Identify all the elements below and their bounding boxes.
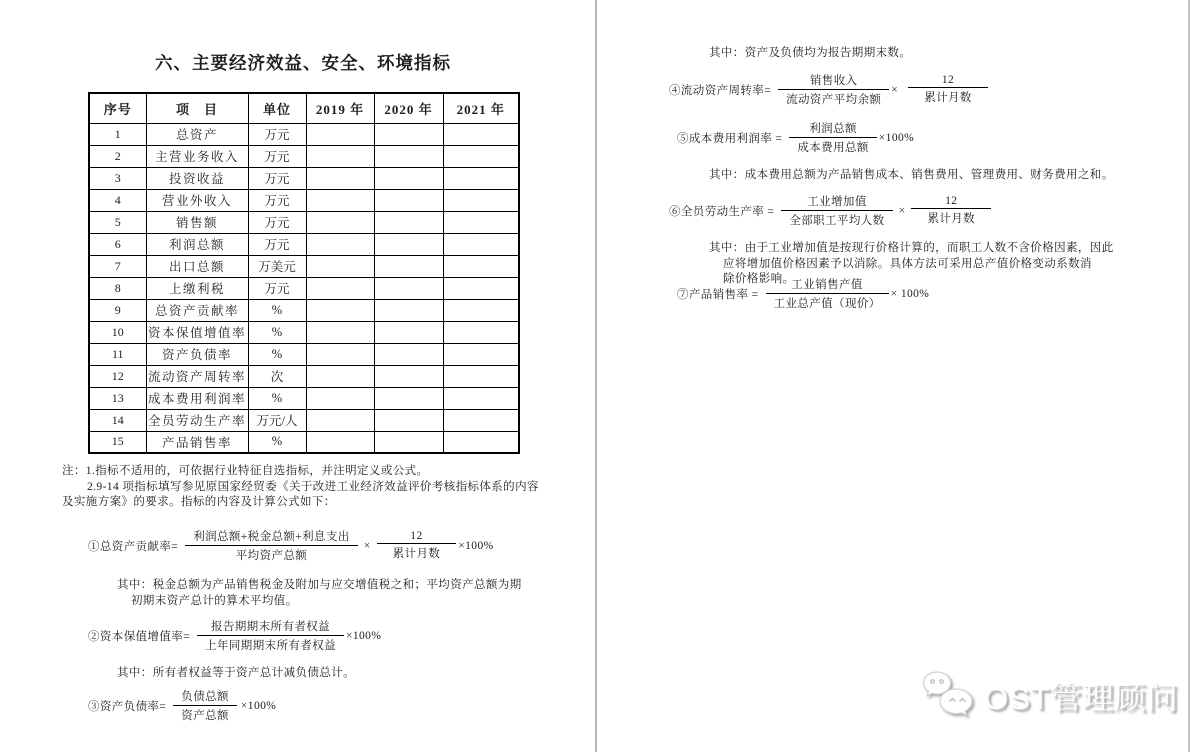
formula-label: ⑤成本费用利润率 = xyxy=(677,132,783,145)
cell-2021 xyxy=(443,365,519,387)
denominator: 上年同期期末所有者权益 xyxy=(205,640,336,652)
formula-label: ④流动资产周转率= xyxy=(669,84,772,97)
row-item: 资产负债率 xyxy=(146,343,248,365)
cost-expense-note xyxy=(709,168,1114,184)
header-serial: 序号 xyxy=(89,93,146,123)
row-no: 5 xyxy=(89,211,146,233)
cell-2020 xyxy=(374,211,443,233)
row-no: 3 xyxy=(89,167,146,189)
cell-2020 xyxy=(374,321,443,343)
numerator: 工业销售产值 xyxy=(791,279,863,291)
multiply-operator: × xyxy=(363,539,371,552)
table-row xyxy=(89,387,519,409)
numerator: 利润总额+税金总额+利息支出 xyxy=(193,531,350,543)
row-unit: 万元 xyxy=(248,145,306,167)
fraction xyxy=(197,617,344,654)
row-item: 资本保值增值率 xyxy=(146,321,248,343)
cell-2020 xyxy=(374,299,443,321)
note-line: 其中：所有者权益等于资产总计减负债总计。 xyxy=(117,667,355,679)
row-item: 利润总额 xyxy=(146,233,248,255)
header-2021: 2021 年 xyxy=(443,93,519,123)
formula-suffix: ×100% xyxy=(878,131,915,144)
cell-2019 xyxy=(306,431,374,453)
row-unit: % xyxy=(248,431,306,453)
cell-2019 xyxy=(306,299,374,321)
cell-2021 xyxy=(443,233,519,255)
cell-2021 xyxy=(443,387,519,409)
cell-2019 xyxy=(306,365,374,387)
multiply-operator: × xyxy=(898,204,906,217)
numerator: 12 xyxy=(410,530,423,542)
cell-2020 xyxy=(374,123,443,145)
row-no: 9 xyxy=(89,299,146,321)
row-unit: 万元 xyxy=(248,167,306,189)
row-unit: % xyxy=(248,299,306,321)
note-line: 其中：由于工业增加值是按现行价格计算的，而职工人数不含价格因素，因此 xyxy=(709,242,1114,254)
formula-asset-liability-ratio xyxy=(88,687,276,724)
cell-2021 xyxy=(443,343,519,365)
fraction xyxy=(911,194,991,227)
row-item: 主营业务收入 xyxy=(146,145,248,167)
formula-suffix: ×100% xyxy=(240,699,277,712)
row-no: 14 xyxy=(89,409,146,431)
cell-2021 xyxy=(443,255,519,277)
row-no: 6 xyxy=(89,233,146,255)
watermark xyxy=(921,670,1179,720)
formula-label: ⑥全员劳动生产率 = xyxy=(669,205,775,218)
page-divider xyxy=(595,0,597,752)
formula-label: ③资产负债率= xyxy=(88,700,167,713)
denominator: 累计月数 xyxy=(927,213,976,225)
numerator: 12 xyxy=(941,74,955,86)
numerator: 利润总额 xyxy=(809,123,857,135)
formula-current-asset-turnover xyxy=(669,71,990,108)
row-item: 全员劳动生产率 xyxy=(146,409,248,431)
row-unit: 万元 xyxy=(248,189,306,211)
row-unit: % xyxy=(248,343,306,365)
row-no: 13 xyxy=(89,387,146,409)
cell-2019 xyxy=(306,167,374,189)
cell-2020 xyxy=(374,189,443,211)
row-unit: % xyxy=(248,387,306,409)
row-unit: 万元 xyxy=(248,123,306,145)
note-line: 除价格影响。 xyxy=(723,273,795,285)
row-item: 流动资产周转率 xyxy=(146,365,248,387)
fraction xyxy=(778,71,889,108)
formula2-note xyxy=(117,666,355,682)
table-row xyxy=(89,277,519,299)
footnote-line: 及实施方案》的要求。指标的内容及计算公式如下： xyxy=(62,496,336,508)
note-line: 其中：资产及负债均为报告期期末数。 xyxy=(709,47,912,59)
row-no: 4 xyxy=(89,189,146,211)
table-row xyxy=(89,189,519,211)
cell-2019 xyxy=(306,343,374,365)
cell-2019 xyxy=(306,211,374,233)
fraction xyxy=(173,687,237,724)
header-unit: 单位 xyxy=(248,93,306,123)
cell-2021 xyxy=(443,321,519,343)
cell-2019 xyxy=(306,321,374,343)
row-unit: 万元 xyxy=(248,211,306,233)
page-right-edge xyxy=(1188,0,1190,752)
formula-suffix: ×100% xyxy=(458,539,494,552)
table-row xyxy=(89,343,519,365)
cell-2021 xyxy=(443,299,519,321)
row-unit: 万元 xyxy=(248,233,306,255)
table-footnotes xyxy=(62,464,539,511)
row-item: 销售额 xyxy=(146,211,248,233)
row-no: 2 xyxy=(89,145,146,167)
cell-2021 xyxy=(443,431,519,453)
formula-label: ①总资产贡献率= xyxy=(88,540,179,553)
table-row xyxy=(89,409,519,431)
table-row xyxy=(89,255,519,277)
cell-2021 xyxy=(443,211,519,233)
cell-2020 xyxy=(374,167,443,189)
cell-2020 xyxy=(374,409,443,431)
row-item: 成本费用利润率 xyxy=(146,387,248,409)
header-2020: 2020 年 xyxy=(374,93,443,123)
cell-2020 xyxy=(374,343,443,365)
formula-labor-productivity xyxy=(669,192,993,229)
table-row xyxy=(89,145,519,167)
table-row xyxy=(89,299,519,321)
row-no: 15 xyxy=(89,431,146,453)
cell-2021 xyxy=(443,167,519,189)
row-unit: 次 xyxy=(248,365,306,387)
formula-total-asset-contribution-rate xyxy=(88,527,494,564)
denominator: 成本费用总额 xyxy=(797,142,869,154)
footnote-line: 注：1.指标不适用的，可依据行业特征自选指标，并注明定义或公式。 xyxy=(62,465,429,477)
denominator: 工业总产值（现价） xyxy=(773,298,881,310)
row-unit: 万美元 xyxy=(248,255,306,277)
cell-2020 xyxy=(374,365,443,387)
row-unit: 万元 xyxy=(248,277,306,299)
cell-2019 xyxy=(306,189,374,211)
table-row xyxy=(89,211,519,233)
row-unit: % xyxy=(248,321,306,343)
cell-2021 xyxy=(443,409,519,431)
cell-2020 xyxy=(374,431,443,453)
formula1-note xyxy=(117,578,522,609)
formula-suffix: ×100% xyxy=(346,629,382,642)
note-line: 其中：税金总额为产品销售税金及附加与应交增值税之和；平均资产总额为期 xyxy=(117,579,522,591)
table-row xyxy=(89,365,519,387)
denominator: 平均资产总额 xyxy=(235,550,308,562)
row-no: 1 xyxy=(89,123,146,145)
cell-2020 xyxy=(374,387,443,409)
denominator: 累计月数 xyxy=(392,548,441,560)
header-item: 项 目 xyxy=(146,93,248,123)
cell-2020 xyxy=(374,145,443,167)
denominator: 累计月数 xyxy=(924,92,972,104)
page-left xyxy=(0,0,595,752)
cell-2021 xyxy=(443,277,519,299)
table-header-row xyxy=(89,93,519,123)
table-row xyxy=(89,167,519,189)
footnote-line: 2.9-14 项指标填写参见原国家经贸委《关于改进工业经济效益评价考核指标体系的内容 xyxy=(87,480,539,493)
row-no: 8 xyxy=(89,277,146,299)
row-unit: 万元/人 xyxy=(248,409,306,431)
cell-2019 xyxy=(306,409,374,431)
cell-2019 xyxy=(306,387,374,409)
cell-2021 xyxy=(443,123,519,145)
note-line: 初期末资产总计的算术平均值。 xyxy=(131,594,298,607)
page-right xyxy=(597,0,1189,752)
row-item: 总资产 xyxy=(146,123,248,145)
wechat-icon xyxy=(921,670,975,720)
multiply-operator: × xyxy=(891,83,899,96)
table-row xyxy=(89,321,519,343)
fraction xyxy=(185,527,358,564)
note-line: 其中：成本费用总额为产品销售成本、销售费用、管理费用、财务费用之和。 xyxy=(709,169,1114,181)
numerator: 负债总额 xyxy=(181,691,229,703)
watermark-text: OST管理顾问 xyxy=(984,680,1179,716)
cell-2019 xyxy=(306,145,374,167)
cell-2020 xyxy=(374,255,443,277)
fraction xyxy=(908,73,988,106)
formula-cost-expense-profit-rate xyxy=(677,119,914,156)
formula-capital-preservation-rate xyxy=(88,617,381,654)
formula-label: ⑦产品销售率 = xyxy=(677,288,759,301)
row-no: 12 xyxy=(89,365,146,387)
numerator: 报告期期末所有者权益 xyxy=(211,621,331,633)
fraction xyxy=(766,275,889,312)
table-row xyxy=(89,431,519,453)
indicators-table xyxy=(88,92,520,454)
row-item: 出口总额 xyxy=(146,255,248,277)
asset-liability-note xyxy=(709,46,911,62)
fraction xyxy=(377,529,457,562)
table-row xyxy=(89,233,519,255)
row-item: 投资收益 xyxy=(146,167,248,189)
row-no: 11 xyxy=(89,343,146,365)
row-item: 上缴利税 xyxy=(146,277,248,299)
row-no: 7 xyxy=(89,255,146,277)
row-item: 产品销售率 xyxy=(146,431,248,453)
row-item: 总资产贡献率 xyxy=(146,299,248,321)
cell-2019 xyxy=(306,123,374,145)
formula-suffix: × 100% xyxy=(890,287,930,300)
fraction xyxy=(781,192,892,229)
cell-2021 xyxy=(443,189,519,211)
cell-2019 xyxy=(306,255,374,277)
denominator: 流动资产平均余额 xyxy=(786,94,882,106)
numerator: 销售收入 xyxy=(809,75,858,87)
denominator: 全部职工平均人数 xyxy=(789,215,885,227)
row-no: 10 xyxy=(89,321,146,343)
formula-product-sales-rate xyxy=(677,275,929,312)
numerator: 12 xyxy=(945,195,958,207)
cell-2020 xyxy=(374,277,443,299)
numerator: 工业增加值 xyxy=(807,196,867,208)
denominator: 资产总额 xyxy=(181,710,229,722)
cell-2020 xyxy=(374,233,443,255)
fraction xyxy=(789,119,876,156)
formula-label: ②资本保值增值率= xyxy=(88,630,191,643)
cell-2021 xyxy=(443,145,519,167)
table-row xyxy=(89,123,519,145)
page-title: 六、主要经济效益、安全、环境指标 xyxy=(155,53,451,73)
header-2019: 2019 年 xyxy=(306,93,374,123)
cell-2019 xyxy=(306,233,374,255)
cell-2019 xyxy=(306,277,374,299)
note-line: 应将增加值价格因素予以消除。具体方法可采用总产值价格变动系数消 xyxy=(723,257,1092,270)
row-item: 营业外收入 xyxy=(146,189,248,211)
